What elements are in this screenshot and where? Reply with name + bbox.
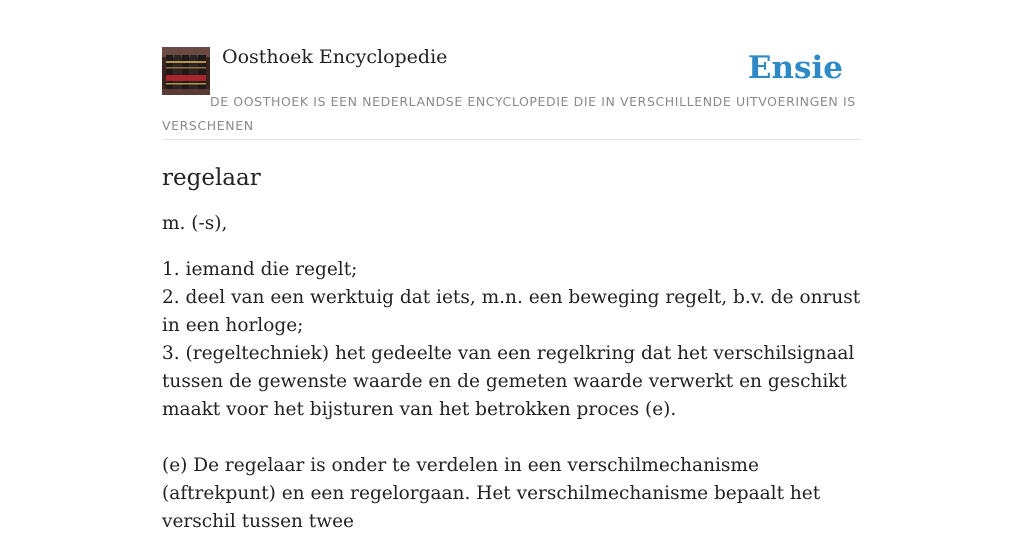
- definition-item: 2. deel van een werktuig dat iets, m.n. een beweging regelt, b.v. de onrust in een horloge;: [162, 287, 861, 336]
- encyclopedia-books-icon: [162, 47, 210, 95]
- definition-item: 1. iemand die regelt;: [162, 259, 358, 280]
- source-description: DE OOSTHOEK IS EEN NEDERLANDSE ENCYCLOPEDIE DIE IN VERSCHILLENDE UITVOERINGEN IS VERSCHENEN: [162, 94, 856, 133]
- entry-paragraph: (e) De regelaar is onder te verdelen in een verschilmechanisme (aftrekpunt) en een regelorgaan. Het verschilmechanisme bepaalt het verschil tussen twee: [162, 455, 821, 532]
- ensie-logo[interactable]: Ensie: [747, 50, 843, 86]
- source-avatar[interactable]: [162, 47, 210, 95]
- entry-grammar: m. (-s),: [162, 213, 228, 234]
- source-header: [162, 46, 862, 140]
- definition-item: 3. (regeltechniek) het gedeelte van een regelkring dat het verschilsignaal tussen de gewenste waarde en de gemeten waarde verwerkt en geschikt maakt voor het bijsturen van het betrokken proces (e).: [162, 343, 855, 420]
- entry-term: regelaar: [162, 165, 261, 191]
- source-title[interactable]: Oosthoek Encyclopedie: [222, 46, 448, 68]
- entry-content: [162, 160, 862, 536]
- definition-list: [162, 256, 862, 424]
